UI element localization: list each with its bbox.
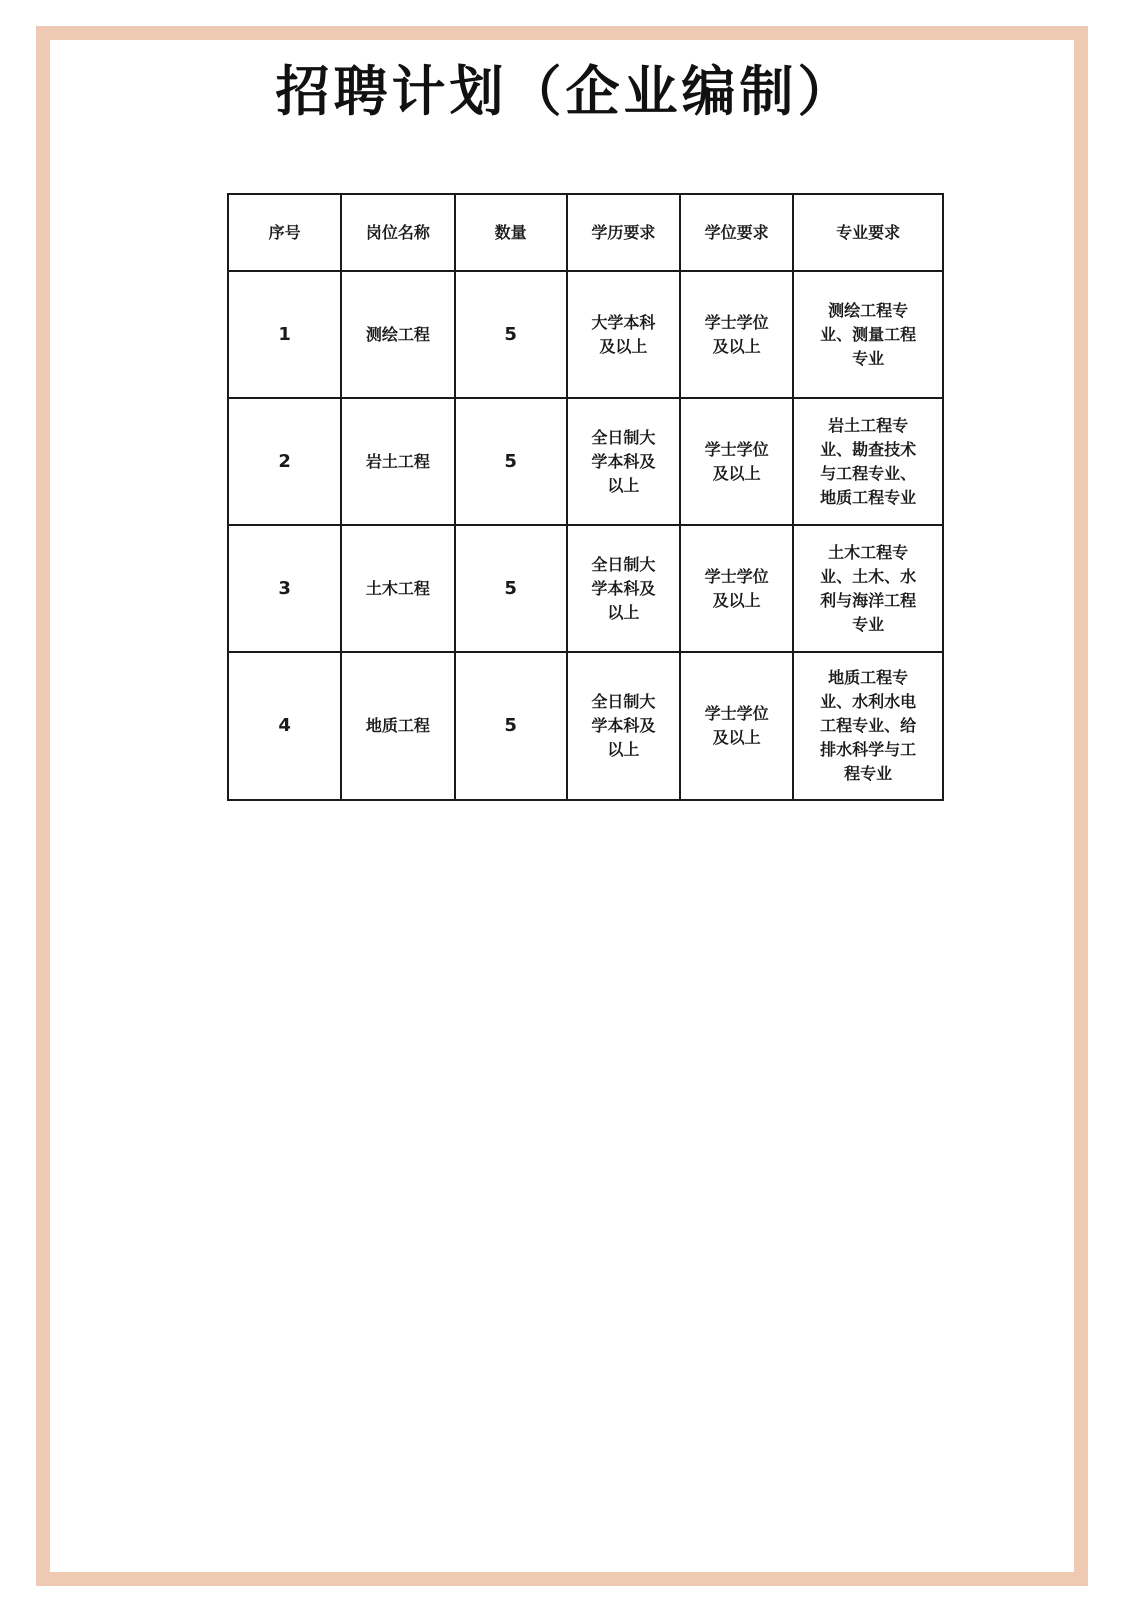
table-row [228, 652, 943, 800]
cell-index: 1 [228, 271, 341, 398]
table-row [228, 398, 943, 525]
cell-degree: 学士学位及以上 [680, 271, 793, 398]
cell-position-name: 岩土工程 [341, 398, 454, 525]
page-title: 招聘计划（企业编制） [275, 60, 856, 123]
cell-major: 测绘工程专业、测量工程专业 [793, 271, 943, 398]
cell-position-name: 土木工程 [341, 525, 454, 652]
cell-education: 大学本科及以上 [567, 271, 680, 398]
table-header-row [228, 194, 943, 271]
cell-position-name: 测绘工程 [341, 271, 454, 398]
recruitment-plan-table [227, 193, 944, 801]
cell-count: 5 [455, 652, 567, 800]
cell-major: 土木工程专业、土木、水利与海洋工程专业 [793, 525, 943, 652]
table-row [228, 271, 943, 398]
header-degree-requirement: 学位要求 [680, 194, 793, 271]
cell-position-name: 地质工程 [341, 652, 454, 800]
header-education-requirement: 学历要求 [567, 194, 680, 271]
cell-count: 5 [455, 271, 567, 398]
cell-degree: 学士学位及以上 [680, 525, 793, 652]
header-count: 数量 [455, 194, 567, 271]
cell-count: 5 [455, 525, 567, 652]
table-row [228, 525, 943, 652]
cell-index: 3 [228, 525, 341, 652]
cell-education: 全日制大学本科及以上 [567, 398, 680, 525]
cell-education: 全日制大学本科及以上 [567, 525, 680, 652]
header-position-name: 岗位名称 [341, 194, 454, 271]
cell-major: 地质工程专业、水利水电工程专业、给排水科学与工程专业 [793, 652, 943, 800]
header-major-requirement: 专业要求 [793, 194, 943, 271]
cell-degree: 学士学位及以上 [680, 652, 793, 800]
cell-major: 岩土工程专业、勘查技术与工程专业、地质工程专业 [793, 398, 943, 525]
cell-degree: 学士学位及以上 [680, 398, 793, 525]
cell-index: 2 [228, 398, 341, 525]
cell-count: 5 [455, 398, 567, 525]
header-index: 序号 [228, 194, 341, 271]
cell-education: 全日制大学本科及以上 [567, 652, 680, 800]
cell-index: 4 [228, 652, 341, 800]
